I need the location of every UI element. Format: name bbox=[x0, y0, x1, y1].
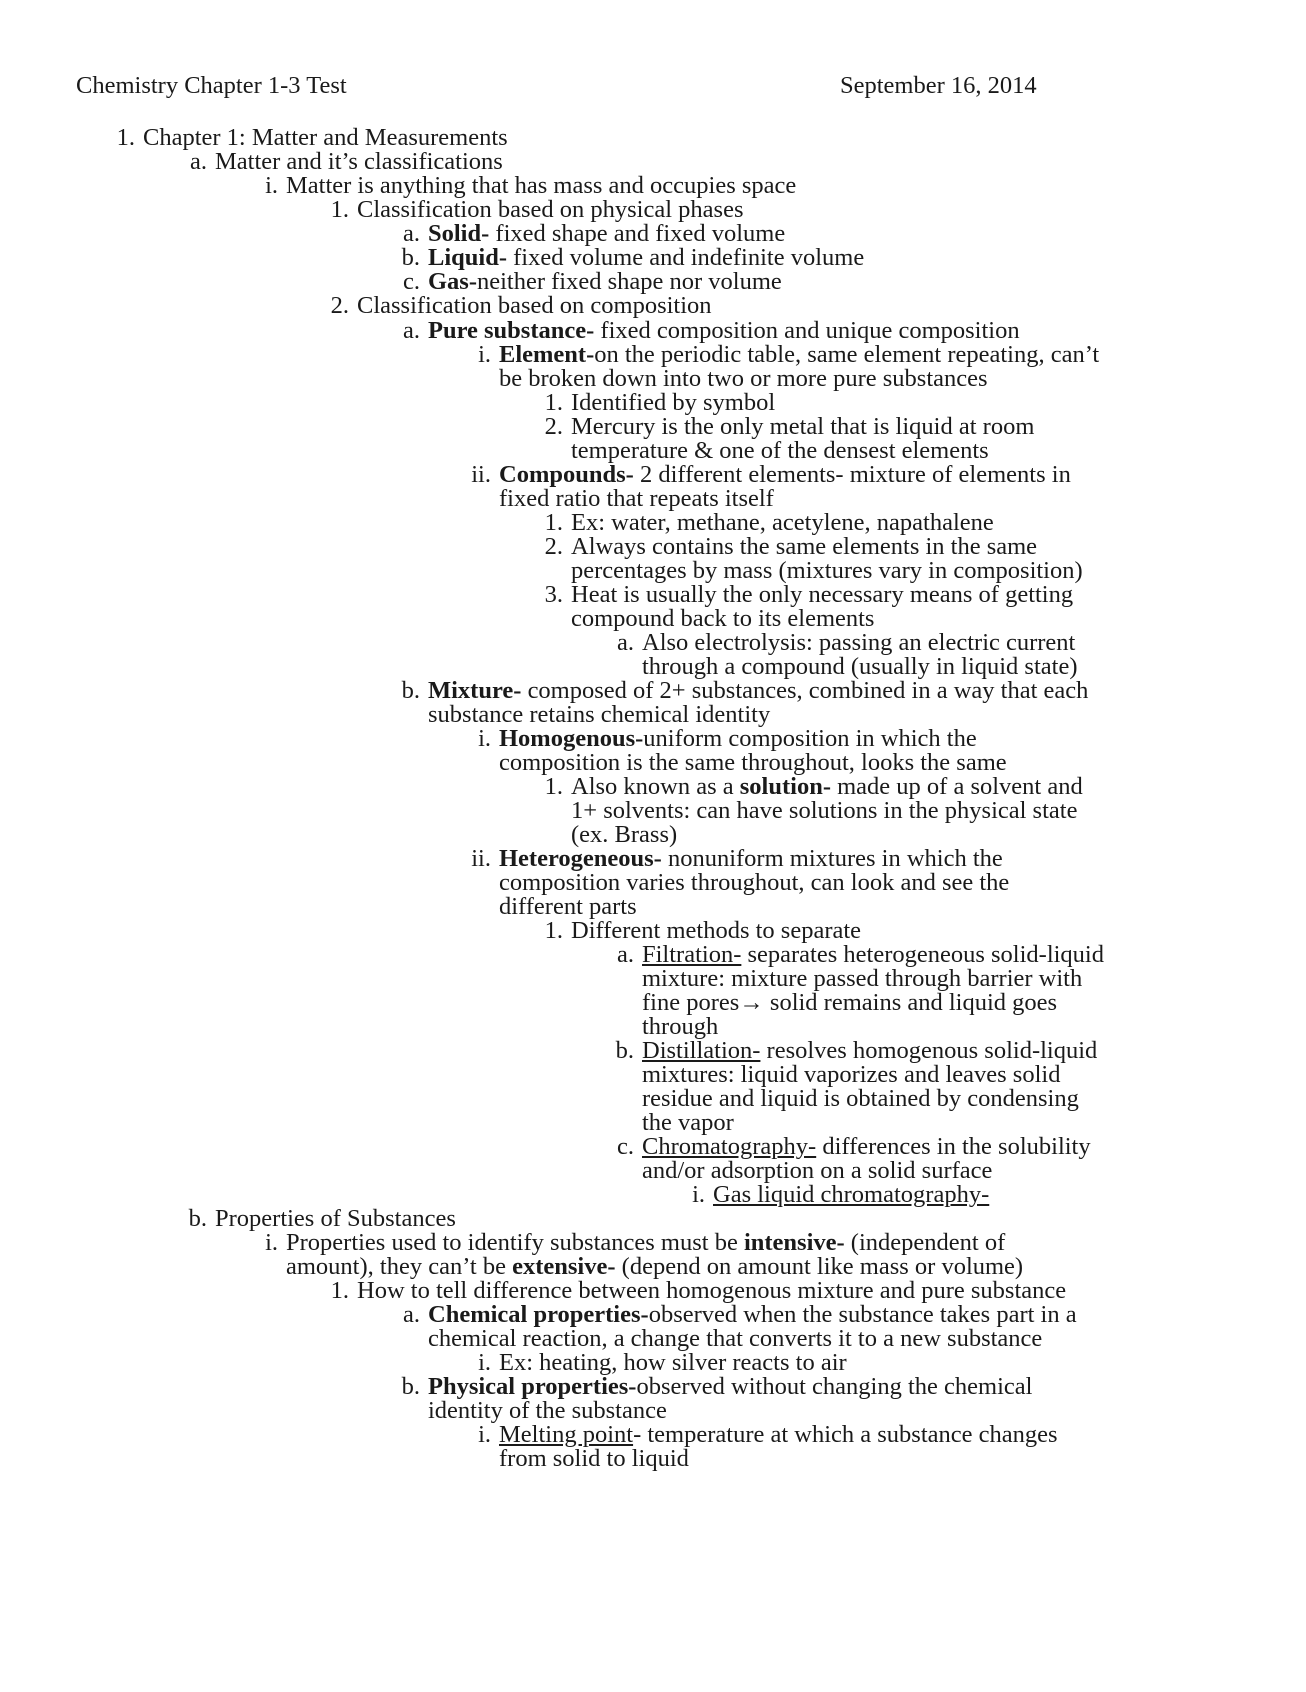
bold-term: Physical properties- bbox=[428, 1373, 637, 1400]
text-run: Also known as a bbox=[571, 773, 740, 800]
list-marker: ii. bbox=[471, 461, 491, 488]
text-run: composition is the same throughout, looks the same bbox=[499, 749, 1007, 776]
text-run: and/or adsorption on a solid surface bbox=[642, 1157, 993, 1184]
bold-term: Heterogeneous- bbox=[499, 845, 662, 872]
text-run: the vapor bbox=[642, 1109, 734, 1136]
text-run: separates heterogeneous solid-liquid bbox=[741, 941, 1104, 968]
list-marker: 2. bbox=[544, 533, 563, 560]
text-run: uniform composition in which the bbox=[643, 725, 977, 752]
text-run: How to tell difference between homogenous mixture and pure substance bbox=[357, 1277, 1067, 1304]
underlined-term: Melting point bbox=[499, 1421, 634, 1448]
bold-term: solution- bbox=[739, 773, 831, 800]
list-marker: 1. bbox=[544, 509, 563, 536]
bold-term: Element- bbox=[499, 341, 595, 368]
document-date: September 16, 2014 bbox=[840, 72, 1037, 99]
text-run: on the periodic table, same element repeating, can’t bbox=[594, 341, 1100, 368]
text-run: fixed shape and fixed volume bbox=[489, 220, 786, 247]
list-marker: b. bbox=[401, 1373, 420, 1400]
text-run: through a compound (usually in liquid state) bbox=[642, 653, 1078, 680]
bold-term: Gas- bbox=[428, 268, 477, 295]
bold-term: Solid- bbox=[428, 220, 490, 247]
text-run: Properties of Substances bbox=[215, 1205, 456, 1232]
text-run: observed without changing the chemical bbox=[636, 1373, 1033, 1400]
list-marker: 2. bbox=[330, 292, 349, 319]
list-marker: 1. bbox=[544, 917, 563, 944]
list-marker: a. bbox=[403, 220, 420, 247]
text-run: be broken down into two or more pure substances bbox=[499, 365, 988, 392]
list-marker: 1. bbox=[116, 124, 135, 151]
underlined-term: Distillation- bbox=[642, 1037, 761, 1064]
text-run: Chapter 1: Matter and Measurements bbox=[143, 124, 508, 151]
text-run: mixtures: liquid vaporizes and leaves solid bbox=[642, 1061, 1061, 1088]
bold-term: intensive- bbox=[743, 1229, 845, 1256]
list-marker: 1. bbox=[544, 773, 563, 800]
text-run: neither fixed shape nor volume bbox=[477, 268, 782, 295]
list-marker: 2. bbox=[544, 413, 563, 440]
text-run: differences in the solubility bbox=[816, 1133, 1091, 1160]
text-run: compound back to its elements bbox=[571, 605, 875, 632]
text-run: Ex: heating, how silver reacts to air bbox=[499, 1349, 847, 1376]
bold-term: Compounds- bbox=[499, 461, 634, 488]
bold-term: Homogenous- bbox=[499, 725, 644, 752]
bold-term: Mixture- bbox=[428, 677, 522, 704]
list-marker: b. bbox=[188, 1205, 207, 1232]
underlined-term: Filtration- bbox=[642, 941, 742, 968]
text-run: Classification based on physical phases bbox=[357, 196, 744, 223]
text-run: (independent of bbox=[844, 1229, 1006, 1256]
list-marker: i. bbox=[478, 341, 491, 368]
text-run: Ex: water, methane, acetylene, napathalene bbox=[571, 509, 994, 536]
outline-line bbox=[0, 870, 1306, 896]
text-run: fine pores→ solid remains and liquid goes bbox=[642, 989, 1058, 1016]
list-marker: b. bbox=[401, 677, 420, 704]
text-run: 1+ solvents: can have solutions in the physical state bbox=[571, 797, 1078, 824]
list-marker: b. bbox=[615, 1037, 634, 1064]
list-marker: 1. bbox=[544, 389, 563, 416]
list-marker: i. bbox=[265, 172, 278, 199]
outline-line bbox=[0, 293, 1306, 319]
text-run: identity of the substance bbox=[428, 1397, 667, 1424]
list-marker: a. bbox=[617, 941, 634, 968]
list-marker: 1. bbox=[330, 1277, 349, 1304]
text-run: substance retains chemical identity bbox=[428, 701, 771, 728]
text-run: Matter and it’s classifications bbox=[215, 148, 503, 175]
list-marker: ii. bbox=[471, 845, 491, 872]
list-marker: a. bbox=[403, 317, 420, 344]
list-marker: c. bbox=[403, 268, 420, 295]
text-run: made up of a solvent and bbox=[830, 773, 1083, 800]
text-run: Identified by symbol bbox=[571, 389, 776, 416]
text-run: from solid to liquid bbox=[499, 1445, 689, 1472]
text-run: percentages by mass (mixtures vary in composition) bbox=[571, 557, 1083, 584]
list-marker: c. bbox=[617, 1133, 634, 1160]
bold-term: extensive- bbox=[512, 1253, 616, 1280]
text-run: Always contains the same elements in the same bbox=[571, 533, 1038, 560]
text-run: through bbox=[642, 1013, 719, 1040]
outline-text bbox=[713, 1182, 989, 1208]
text-run: fixed volume and indefinite volume bbox=[507, 244, 865, 271]
list-marker: i. bbox=[478, 1349, 491, 1376]
list-marker: 1. bbox=[330, 196, 349, 223]
text-run: Matter is anything that has mass and occupies space bbox=[286, 172, 797, 199]
text-run: residue and liquid is obtained by condensing bbox=[642, 1085, 1079, 1112]
text-run: (depend on amount like mass or volume) bbox=[615, 1253, 1024, 1280]
document-header bbox=[76, 72, 1306, 102]
text-run: Classification based on composition bbox=[357, 292, 712, 319]
text-run: Different methods to separate bbox=[571, 917, 862, 944]
list-marker: i. bbox=[478, 1421, 491, 1448]
text-run: temperature & one of the densest elements bbox=[571, 437, 989, 464]
bold-term: Pure substance- bbox=[428, 317, 595, 344]
text-run: observed when the substance takes part in a bbox=[648, 1301, 1077, 1328]
text-run: chemical reaction, a change that converts it to a new substance bbox=[428, 1325, 1043, 1352]
underlined-term: Gas liquid chromatography- bbox=[713, 1181, 990, 1208]
text-run: (ex. Brass) bbox=[571, 821, 678, 848]
text-run: - temperature at which a substance changes bbox=[633, 1421, 1058, 1448]
document-title: Chemistry Chapter 1-3 Test bbox=[76, 72, 347, 99]
text-run: fixed composition and unique composition bbox=[594, 317, 1020, 344]
list-marker: i. bbox=[265, 1229, 278, 1256]
outline-text bbox=[499, 1446, 689, 1472]
outline-line bbox=[0, 1158, 1306, 1184]
text-run: Properties used to identify substances must be bbox=[286, 1229, 744, 1256]
text-run: mixture: mixture passed through barrier with bbox=[642, 965, 1083, 992]
list-marker: 3. bbox=[544, 581, 563, 608]
list-marker: i. bbox=[478, 725, 491, 752]
text-run: fixed ratio that repeats itself bbox=[499, 485, 774, 512]
list-marker: a. bbox=[190, 148, 207, 175]
list-marker: a. bbox=[403, 1301, 420, 1328]
text-run: resolves homogenous solid-liquid bbox=[760, 1037, 1098, 1064]
text-run: 2 different elements- mixture of elements in bbox=[633, 461, 1071, 488]
text-run: different parts bbox=[499, 893, 637, 920]
text-run: amount), they can’t be bbox=[286, 1253, 513, 1280]
bold-term: Liquid- bbox=[428, 244, 507, 271]
text-run: nonuniform mixtures in which the bbox=[661, 845, 1003, 872]
text-run: Mercury is the only metal that is liquid at room bbox=[571, 413, 1035, 440]
text-run: Heat is usually the only necessary means of getting bbox=[571, 581, 1074, 608]
text-run: Also electrolysis: passing an electric current bbox=[642, 629, 1076, 656]
list-marker: i. bbox=[692, 1181, 705, 1208]
underlined-term: Chromatography- bbox=[642, 1133, 817, 1160]
list-marker: b. bbox=[401, 244, 420, 271]
outline-text bbox=[357, 293, 712, 319]
outline-line bbox=[0, 1446, 1306, 1472]
text-run: composition varies throughout, can look and see the bbox=[499, 869, 1010, 896]
text-run: composed of 2+ substances, combined in a way that each bbox=[521, 677, 1089, 704]
bold-term: Chemical properties- bbox=[428, 1301, 649, 1328]
list-marker: a. bbox=[617, 629, 634, 656]
